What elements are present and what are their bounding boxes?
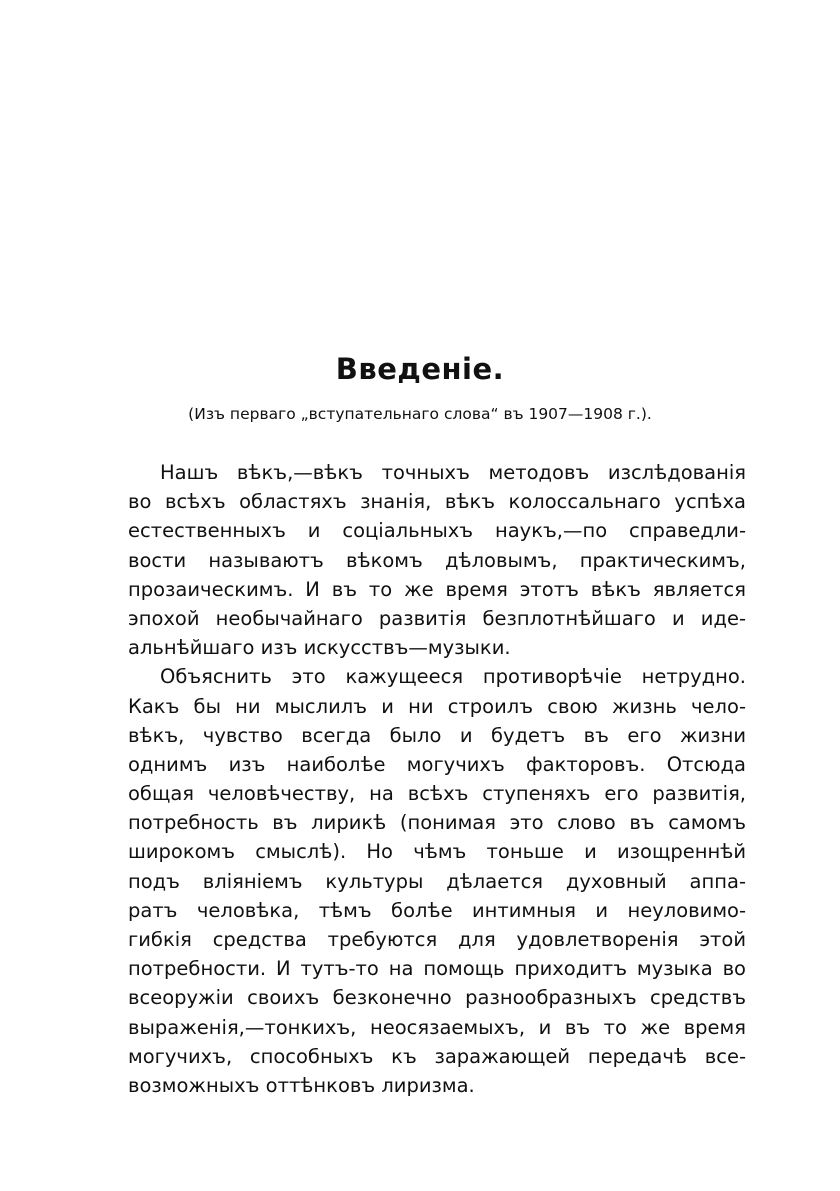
text-line: выраженія,—тонкихъ, неосязаемыхъ, и въ то же время bbox=[128, 1015, 746, 1039]
text-line: альнѣйшаго изъ искусствъ—музыки. bbox=[128, 636, 511, 660]
text-line: эпохой необычайнаго развитія безплотнѣйшаго и иде- bbox=[128, 606, 746, 630]
paragraph-1 bbox=[128, 458, 746, 662]
text-line: однимъ изъ наиболѣе могучихъ факторовъ. Отсюда bbox=[128, 752, 746, 776]
text-line: гибкія средства требуются для удовлетворенія этой bbox=[128, 928, 746, 951]
paragraph-2 bbox=[128, 662, 746, 1100]
text-line: возможныхъ оттѣнковъ лиризма. bbox=[128, 1073, 475, 1097]
text-line: всеоружіи своихъ безконечно разнообразныхъ средствъ bbox=[128, 986, 746, 1010]
chapter-title: Введеніе. bbox=[335, 352, 505, 386]
text-line: вости называютъ вѣкомъ дѣловымъ, практическимъ, bbox=[128, 548, 746, 572]
text-line: широкомъ смыслѣ). Но чѣмъ тоньше и изощреннѣй bbox=[128, 840, 746, 864]
text-line: могучихъ, способныхъ къ заражающей передачѣ все- bbox=[128, 1044, 746, 1068]
text-line: общая человѣчеству, на всѣхъ ступеняхъ его развитія, bbox=[128, 782, 746, 806]
chapter-subtitle: (Изъ перваго „вступательнаго слова“ въ 1907—1908 г.). bbox=[188, 405, 652, 423]
text-line: во всѣхъ областяхъ знанія, вѣкъ колоссальнаго успѣха bbox=[128, 490, 746, 514]
text-line: потребность въ лирикѣ (понимая это слово въ самомъ bbox=[128, 811, 746, 835]
text-line: подъ вліяніемъ культуры дѣлается духовный аппа- bbox=[128, 869, 746, 893]
text-line: Нашъ вѣкъ,—вѣкъ точныхъ методовъ изслѣдованія bbox=[160, 461, 746, 484]
text-line: ратъ человѣка, тѣмъ болѣе интимныя и неуловимо- bbox=[128, 898, 746, 922]
text-line: Какъ бы ни мыслилъ и ни строилъ свою жизнь чело- bbox=[128, 694, 746, 718]
text-line: естественныхъ и соціальныхъ наукъ,—по справедли- bbox=[128, 519, 746, 543]
text-line: Объяснить это кажущееся противорѣчіе нетрудно. bbox=[160, 665, 746, 689]
text-line: прозаическимъ. И въ то же время этотъ вѣкъ является bbox=[128, 577, 746, 601]
text-line: потребности. И тутъ-то на помощь приходитъ музыка во bbox=[128, 957, 746, 981]
text-line: вѣкъ, чувство всегда было и будетъ въ его жизни bbox=[128, 723, 746, 747]
body-text bbox=[128, 458, 746, 1100]
